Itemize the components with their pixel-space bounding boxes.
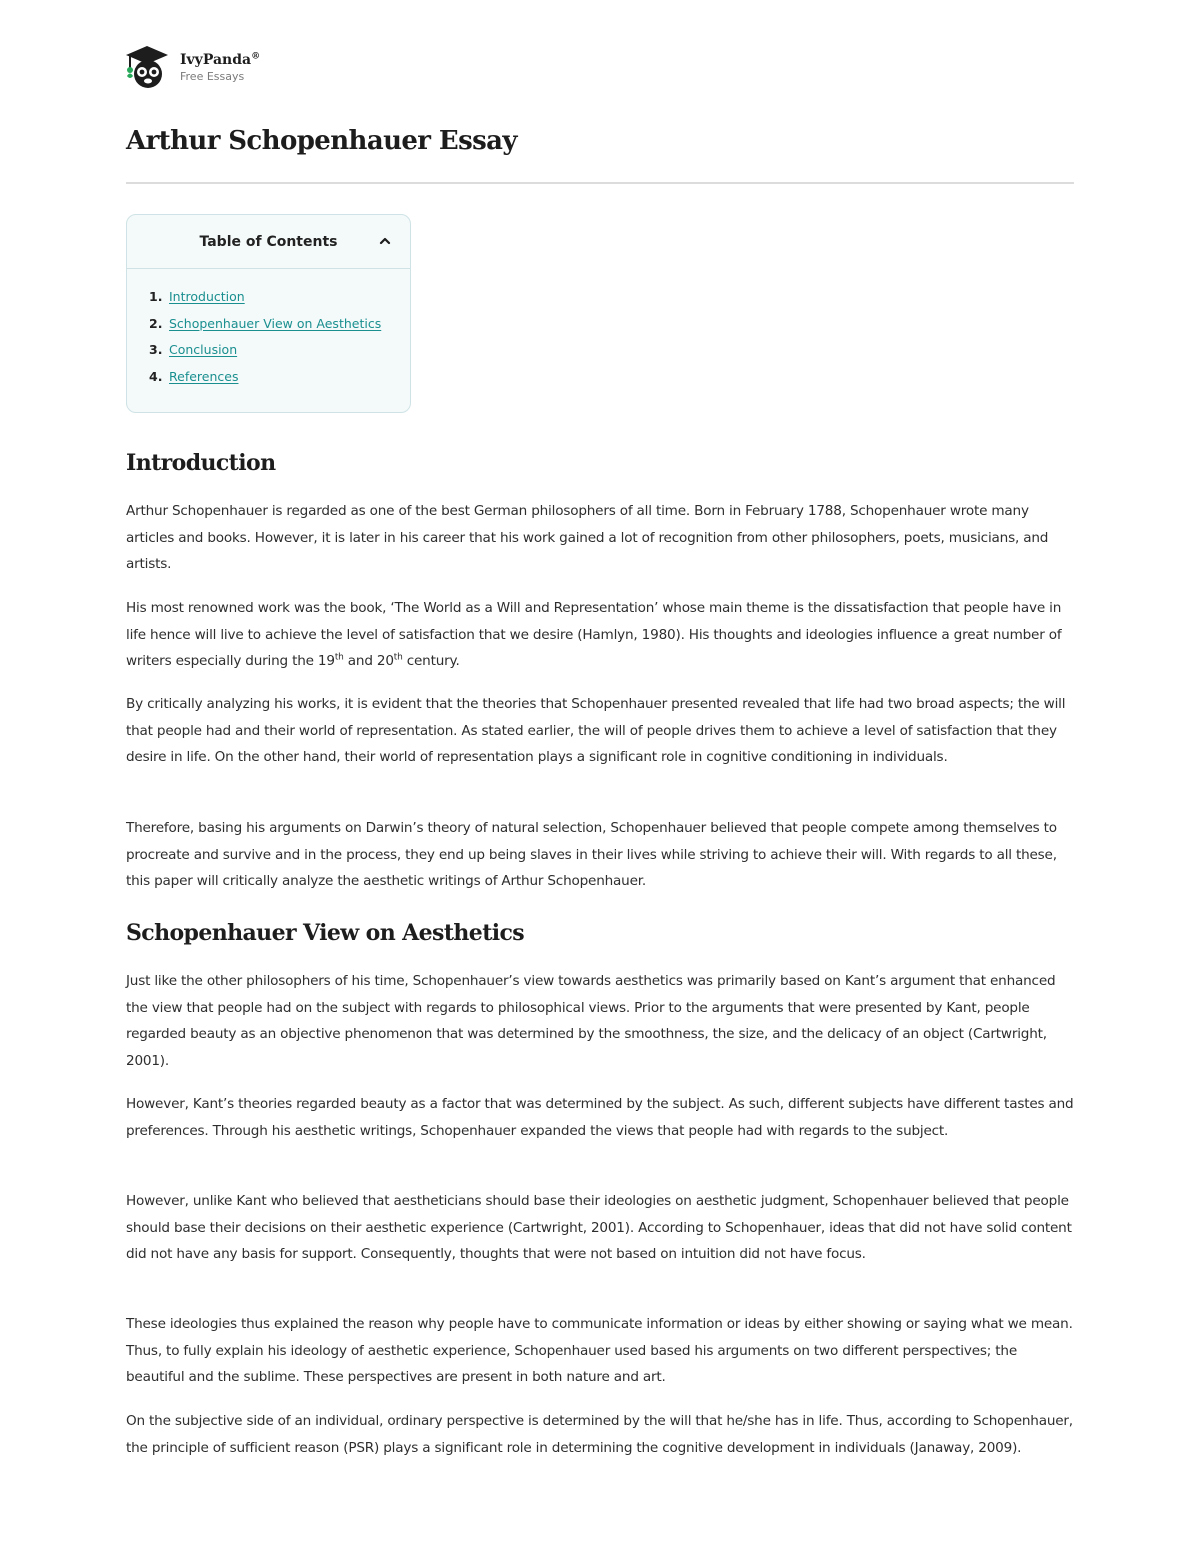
toc-header[interactable] (127, 215, 410, 269)
toc-link-aesthetics[interactable]: Schopenhauer View on Aesthetics (169, 315, 382, 331)
trademark-mark: ® (251, 50, 261, 61)
toc-item (149, 369, 410, 396)
paragraph: His most renowned work was the book, ‘The World as a Will and Representation’ whose main theme is the dissatisfaction that people have in life hence will live to achieve the level of satisfaction that we desire (Hamlyn, 1980). His thoughts and ideologies influence a great number of writers especially during the 19th and 20th century. (126, 600, 1062, 670)
paragraph: These ideologies thus explained the reason why people have to communicate information or ideas by either showing or saying what we mean. Thus, to fully explain his ideology of aesthetic experience, Schopenhauer used based his arguments on two different perspectives; the beautiful and the sublime. These perspectives are present in both nature and art. (126, 1316, 1073, 1386)
toc-link-introduction[interactable]: Introduction (169, 289, 245, 304)
table-of-contents (126, 214, 411, 413)
toc-item (149, 342, 410, 369)
toc-link-conclusion[interactable]: Conclusion (169, 342, 238, 357)
paragraph: Therefore, basing his arguments on Darwin’s theory of natural selection, Schopenhauer believed that people compete among themselves to procreate and survive and in the process, they end up being slaves in their lives while striving to achieve their will. With regards to all these, this paper will critically analyze the aesthetic writings of Arthur Schopenhauer. (126, 820, 1057, 890)
section-heading-introduction: Introduction (126, 450, 276, 476)
toc-heading: Table of Contents (199, 233, 338, 250)
brand-subtitle: Free Essays (180, 69, 245, 83)
section-heading-aesthetics: Schopenhauer View on Aesthetics (126, 920, 525, 946)
toc-item (149, 289, 410, 316)
paragraph: Just like the other philosophers of his time, Schopenhauer’s view towards aesthetics was primarily based on Kant’s argument that enhanced the view that people had on the subject with regards to philosophical views. Prior to the arguments that were presented by Kant, people regarded beauty as an objective phenomenon that was determined by the smoothness, the size, and the delicacy of an object (Cartwright, 2001). (126, 973, 1056, 1070)
toc-item-number: 2. (149, 315, 163, 331)
page-title: Arthur Schopenhauer Essay (126, 126, 517, 156)
paragraph: On the subjective side of an individual, ordinary perspective is determined by the will that he/she has in life. Thus, according to Schopenhauer, the principle of sufficient reason (PSR) plays a significant role in determining the cognitive development in individuals (Janaway, 2009). (126, 1413, 1073, 1456)
title-divider (126, 182, 1074, 184)
chevron-up-icon[interactable] (378, 234, 392, 248)
ivypanda-logo-icon (124, 44, 170, 90)
paragraph: Arthur Schopenhauer is regarded as one of the best German philosophers of all time. Born in February 1788, Schopenhauer wrote many articles and books. However, it is later in his career that his work gained a lot of recognition from other philosophers, poets, musicians, and artists. (126, 503, 1049, 573)
toc-link-references[interactable]: References (169, 368, 239, 384)
toc-item-number: 3. (149, 342, 163, 357)
toc-item-number: 1. (149, 289, 163, 304)
paragraph: However, unlike Kant who believed that aestheticians should base their ideologies on aesthetic judgment, Schopenhauer believed that people should base their decisions on their aesthetic experience (Cartwright, 2001). According to Schopenhauer, ideas that did not have solid content did not have any basis for support. Consequently, thoughts that were not based on intuition did not have focus. (126, 1193, 1072, 1263)
toc-item (149, 316, 410, 343)
toc-item-number: 4. (149, 368, 163, 384)
brand-logo[interactable] (124, 44, 260, 90)
paragraph: However, Kant’s theories regarded beauty as a factor that was determined by the subject. As such, different subjects have different tastes and preferences. Through his aesthetic writings, Schopenhauer expanded the views that people had with regards to the subject. (126, 1096, 1074, 1139)
toc-list (127, 269, 410, 395)
paragraph: By critically analyzing his works, it is evident that the theories that Schopenhauer presented revealed that life had two broad aspects; the will that people had and their world of representation. As stated earlier, the will of people drives them to achieve a level of satisfaction that they desire in life. On the other hand, their world of representation plays a significant role in cognitive conditioning in individuals. (126, 696, 1066, 766)
brand-name: IvyPanda® (180, 50, 261, 68)
